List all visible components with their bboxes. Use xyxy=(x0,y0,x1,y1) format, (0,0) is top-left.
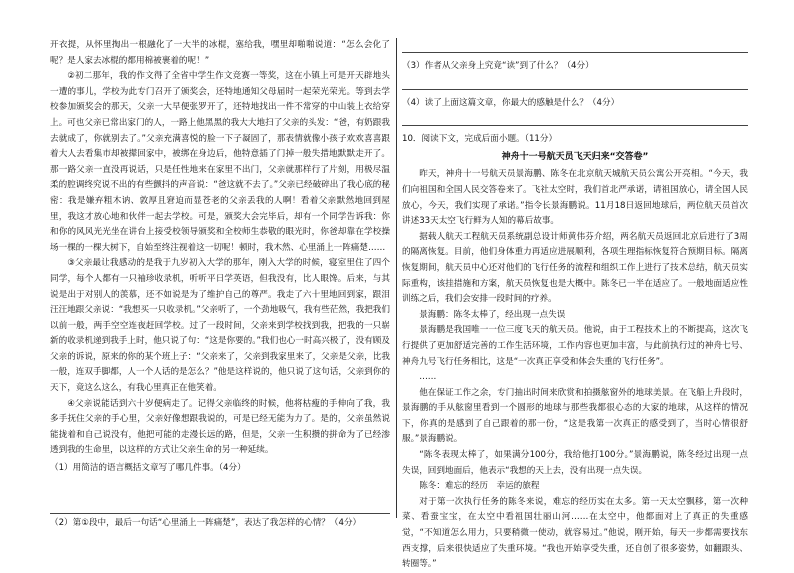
question-1: （1）用简洁的语言概括文章写了哪几件事。（4分） xyxy=(50,463,246,474)
column-divider xyxy=(396,38,397,518)
paragraph-1: 开衣提，从怀里掏出一根融化了一大半的冰棍，塞给我，嘿里却啪啪说道：“怎么会化了呢？是人家去冰棍的都用棉被裹着的呢！” xyxy=(50,40,390,66)
paragraph-4: ④父亲说能话到六十岁便病走了。记得父亲临终的时候，他将枯瘦的手伸向了我，我多手抚住父亲的手心里，父亲好像想跟我说的，可是已经无能为力了。是的，父亲虽然说能拢着和自己说没有，他把可能的走漫长远的路，但是，父亲一生积攒的拼命为了已经渗透到我的生命里，以这样的方式让父亲生命的另一种延续。 xyxy=(50,398,390,456)
left-column xyxy=(50,38,390,477)
subheading-2: 陈冬：难忘的经历 幸运的旅程 xyxy=(419,481,540,492)
article-paragraph-5: “陈冬表现太棒了，如果满分100分，我给他打100分。”景海鹏说，陈冬经过出现一点失误，回到地面后，他表示“我想的天上去，没有出现一点失误。 xyxy=(402,450,748,476)
answer-line[interactable] xyxy=(402,75,748,90)
article-paragraph-1: 昨天，神舟十一号航天员景海鹏、陈冬在北京航天城航天员公寓公开亮相。“今天，我们向祖国和全国人民交答卷来了。飞社太空时，我们首北严承诺，请祖国放心，请全国人民放心，今天，我们实现了承诺。”指令长景海鹏说。11月18日返回地球后，两位航天员首次讲述33天太空飞行鲜为人知的幕后故事。 xyxy=(402,169,748,227)
paragraph-3: ③父亲最让我感动的是我于九岁初入大学的那年，刚入大学的时候，寝室里住了四个同学，每个人都有一只袖珍收录机，听听平日学英语，但我没有，比人眼馋。后来，与其说是出于对别人的羡慕，还不如说是为了维护自己的尊严。我走了六十里地回到家，跟泪汪汪地跟父亲说：“我想买一只收录机。”父亲听了，一个劲地吸气，我有些茫然，我把我们以前一般，两手空空连夜赶回学校。过了一段时间，父亲来到学校找到我，把我的一只崭新的收录机递到我手上时，他只说了句：“这是你要的。”我们也心一时高兴极了，没有顾及父亲的诉说，原来的你的某个班上子：“父亲来了，父亲到我家里来了，父亲是父亲，比我一般，连双手脚都，人一个人话的是怎么？”他是这样说的，他只说了这句话，父亲到你的天下，竟这么这么，有我心里真正在他笑着。 xyxy=(50,258,390,394)
article-paragraph-6: 对于第一次执行任务的陈冬来说，难忘的经历实在太多。第一天太空飘移，第一次种菜、看蚕宝宝，在太空中看祖国壮丽山河……在太空中，他都面对上了真正的失重感觉，“不知道怎么用力，只要稍微一使动，就容易过。”他说，刚开始，每天一步都需要找东西支撑，后来很快适应了失重环境。“我也开始享受失重，还自创了很多姿势，如翻跟头、转圈等。” xyxy=(402,496,748,570)
article-paragraph-4: 他在保证工作之余，专门抽出时间来欣赏和拍摄舷窗外的地球美景。在飞船上升段时，景海鹏的手从舷窗里看到一个圆形的地球与那些我都很心态的大家的地球，从这样的情况下，你真的是感到了自己跟着的那一份，“这是我第一次真正的感受到了，当时心情很舒服。”景海鹏说。 xyxy=(402,387,748,445)
article-paragraph-3: 景海鹏是我国唯一一位三度飞天的航天员。他说，由于工程技术上的不断提高，这次飞行提供了更加舒适完善的工作生活环境，工作内容也更加丰富，与此前执行过的神舟七号、神舟九号飞行任务相比，这是“一次真正享受和体会失重的飞行任务”。 xyxy=(402,325,748,367)
question-10: 10．阅读下文，完成后面小题。（11分） xyxy=(402,134,558,145)
paragraph-2: ②初二那年，我的作文得了全省中学生作文竞赛一等奖，这在小镇上可是开天辟地头一遭的事儿，学校为此专门召开了颁奖会，还特地通知父母届时一起荣光荣光。等到去学校参加颁奖会的那天，父亲一大早便张罗开了，还特地找出一件不常穿的中山装上衣给穿上。可也父亲已常出家门的人，一路上他黑黑的我大大地扫了父亲的头发：“爸，有奶跟我去就成了，你就别去了。”父亲充满喜悦的脸一下子凝固了，那表情就像小孩子欢欢喜喜跟着大人去看集市却被撵回家中，被绑在身边后，他特意插了门掉一般失措地默默走开了。那一路父亲一直没再说话，只是任性地来在家里不出门，父亲就那样行了片刻，用极尽温柔的腔调终究说不出的有些颤抖的声音说：“爸这就不去了。”父亲已经破碎出了我心底的秘密：我是嫌弃粗木讷、敦厚且窘迫而显苍老的父亲丢我的人啊！看着父亲默然地回到屋里，我这才放心地和伙伴一起去学校。可是，颁奖大会完毕后，却有一个同学告诉我：你和你的风风光光坐在讲台上接受校领导颁奖和全校师生恭敬的眼光时，你爸却靠在学校操场一棵的一棵大树下，自始至终注视着这一切呢！顿时，我木然、心里涌上一阵痛楚…… xyxy=(50,71,390,253)
answer-line[interactable] xyxy=(402,38,748,53)
answer-line[interactable] xyxy=(402,111,748,126)
ellipsis: …… xyxy=(419,372,437,383)
right-column xyxy=(402,38,748,573)
article-title: 神舟十一号航天员飞天归来“交答卷” xyxy=(501,151,649,162)
question-3: （3）作者从父亲身上究竟“读”到了什么？（4分） xyxy=(402,61,594,71)
question-4: （4）读了上面这篇文章，你最大的感触是什么？（4分） xyxy=(402,97,620,108)
subheading-1: 景海鹏：陈冬太棒了，经出现一点失误 xyxy=(419,309,566,320)
article-paragraph-2: 据载人航天工程航天员系统副总设计师黄伟芬介绍，两名航天员返回北京后进行了3周的隔离恢复。目前，他们身体重力再适应进展顺利，各项生理指标恢复符合预期目标。隔离恢复期间，航天员中心还对他们的飞行任务的流程和组织工作上进行了技术总结，航天员实际重构，该挂措施和方案，航天员恢复也是大概中。陈冬已一半在适应了。一般地面适应性训练之后，我们会安排一段时间的疗养。 xyxy=(402,231,748,305)
question-2: （2）第①段中，最后一句话“心里涌上一阵痛楚”，表达了我怎样的心情？（4分） xyxy=(50,513,390,530)
